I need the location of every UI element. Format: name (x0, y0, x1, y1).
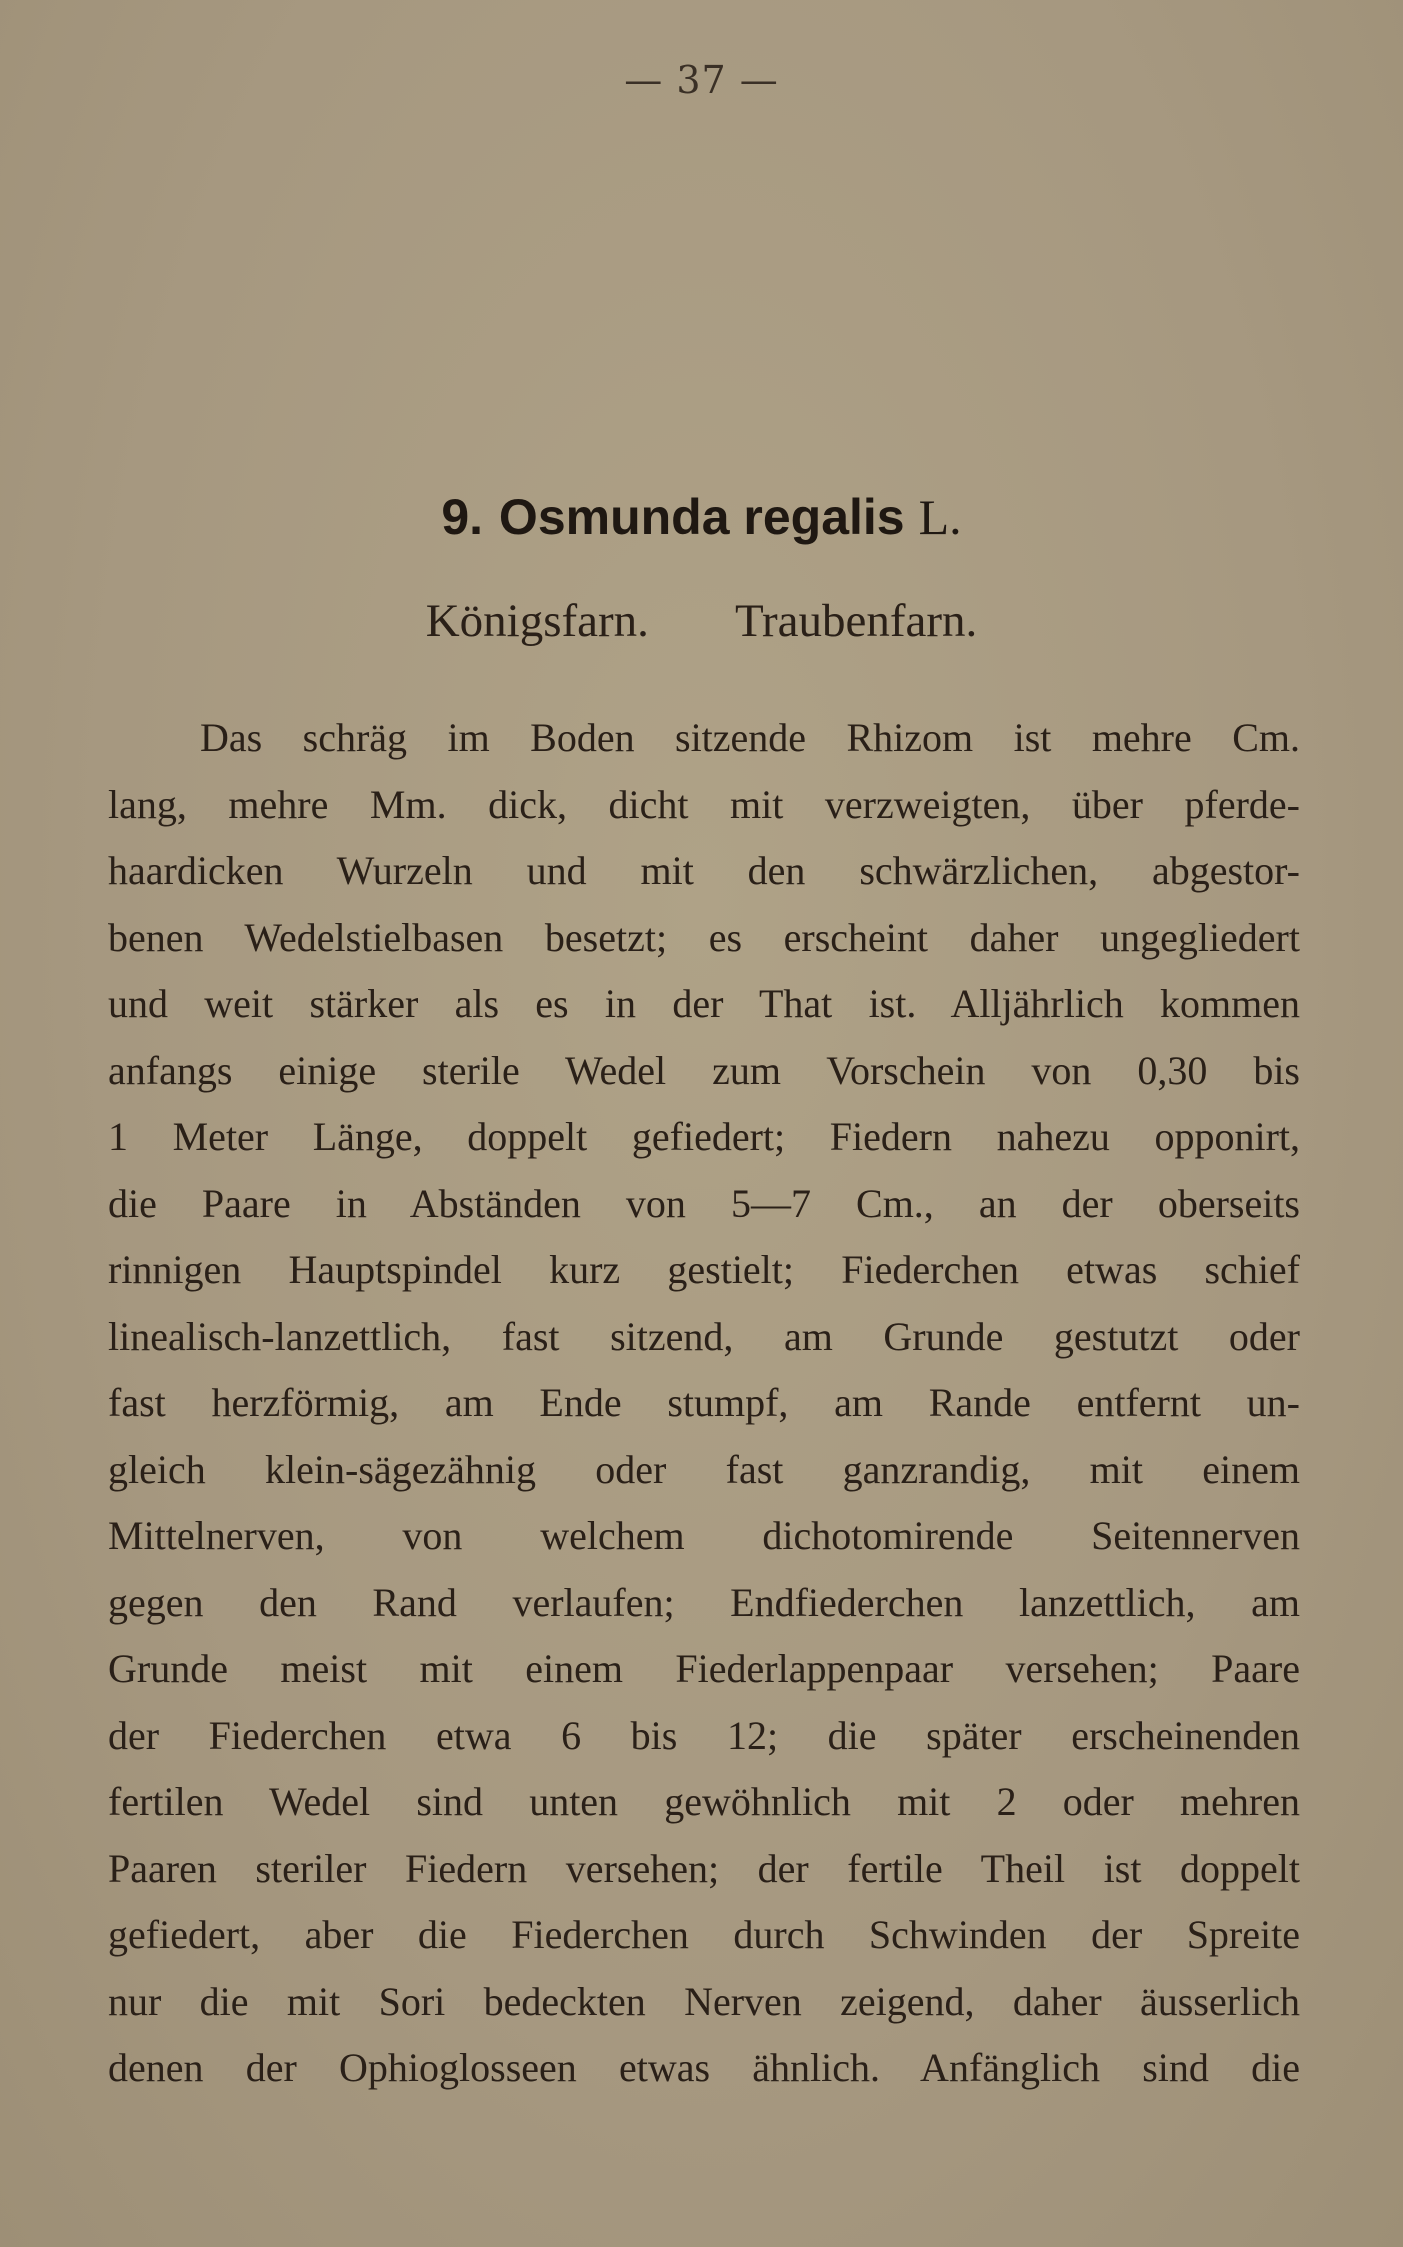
text-line: linealisch-lanzettlich, fast sitzend, am Grunde gestutzt oder (108, 1313, 1300, 1359)
text-line: benen Wedelstielbasen besetzt; es erscheint daher ungegliedert (108, 914, 1300, 960)
species-author: L. (918, 489, 962, 545)
text-line: nur die mit Sori bedeckten Nerven zeigend, daher äusserlich (108, 1978, 1300, 2024)
text-line: fertilen Wedel sind unten gewöhnlich mit 2 oder mehren (108, 1779, 1300, 1824)
text-line: gleich klein-sägezähnig oder fast ganzrandig, mit einem (108, 1446, 1300, 1492)
text-line: der Fiederchen etwa 6 bis 12; die später erscheinenden (108, 1712, 1300, 1758)
text-line: Grunde meist mit einem Fiederlappenpaar versehen; Paare (108, 1646, 1300, 1691)
species-number: 9. (441, 489, 484, 545)
description-paragraph (108, 705, 1300, 2102)
page-number: — 37 — (624, 58, 779, 102)
text-line: 1 Meter Länge, doppelt gefiedert; Fiedern nahezu opponirt, (108, 1114, 1300, 1159)
text-line: gefiedert, aber die Fiederchen durch Schwinden der Spreite (108, 1912, 1300, 1957)
common-name-1: Königsfarn. (425, 595, 649, 647)
text-line: haardicken Wurzeln und mit den schwärzlichen, abgestor- (108, 848, 1300, 893)
text-line: Mittelnerven, von welchem dichotomirende Seitennerven (108, 1513, 1300, 1558)
text-line: fast herzförmig, am Ende stumpf, am Rande entfernt un- (108, 1380, 1300, 1425)
text-line: die Paare in Abständen von 5—7 Cm., an der oberseits (108, 1180, 1300, 1226)
text-line: gegen den Rand verlaufen; Endfiederchen lanzettlich, am (108, 1579, 1300, 1625)
text-line: denen der Ophioglosseen etwas ähnlich. Anfänglich sind die (108, 2045, 1300, 2090)
text-line: anfangs einige sterile Wedel zum Vorschein von 0,30 bis (108, 1047, 1300, 1093)
text-line: Das schräg im Boden sitzende Rhizom ist mehre Cm. (200, 715, 1300, 760)
species-name: Osmunda regalis (498, 489, 905, 545)
text-line: rinnigen Hauptspindel kurz gestielt; Fiederchen etwas schief (108, 1247, 1300, 1292)
text-line: Paaren steriler Fiedern versehen; der fertile Theil ist doppelt (108, 1845, 1300, 1891)
common-names (0, 594, 1403, 648)
text-line: lang, mehre Mm. dick, dicht mit verzweigten, über pferde- (108, 781, 1300, 827)
text-line: und weit stärker als es in der That ist. Alljährlich kommen (108, 981, 1300, 1026)
species-heading (0, 488, 1403, 546)
common-name-2: Traubenfarn. (734, 595, 978, 647)
